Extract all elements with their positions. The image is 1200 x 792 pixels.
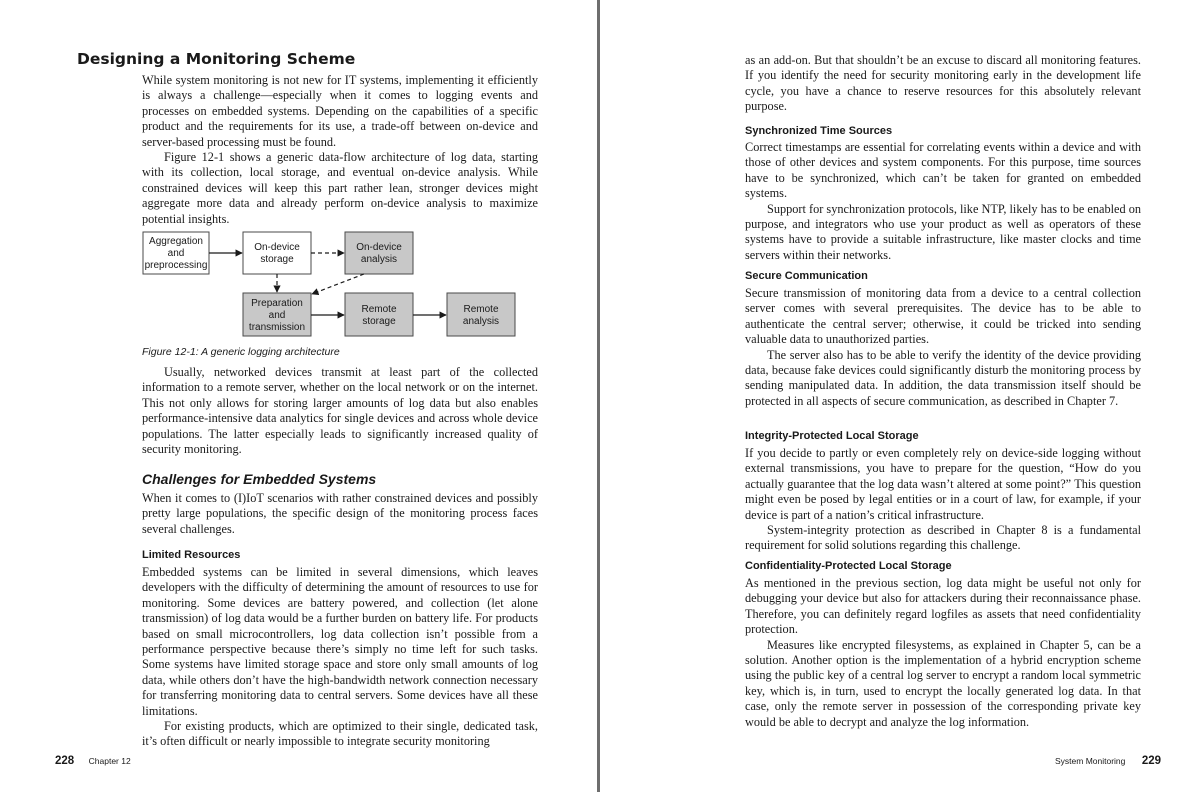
- left-page: [0, 0, 598, 792]
- paragraph: If you decide to partly or even completely rely on device-side logging without external transmissions, you have to prepare for the question, “How do you actually guarantee that the log data wasn’t altered at some point?” This question might even be posed by legal entities or in a court of law, for example, if your device is part of a nation’s critical infrastructure.: [745, 446, 1141, 522]
- paragraph: For existing products, which are optimized to their single, dedicated task, it’s often difficult or nearly impossible to integrate security monitoring: [142, 719, 538, 749]
- box-label: Preparation: [251, 298, 303, 309]
- intro-text: [142, 73, 538, 227]
- continuation-text: [745, 53, 1141, 115]
- limited-resources-text: [142, 565, 538, 750]
- paragraph: System-integrity protection as described in Chapter 8 is a fundamental requirement for solid solutions regarding this challenge.: [745, 523, 1141, 553]
- paragraph: Embedded systems can be limited in several dimensions, which leaves developers with the difficulty of determining the amount of resources to use for monitoring. Some devices are battery powered, and collection (let alone transmission) of log data would be a further burden on battery life. For products based on small microcontrollers, log data collection isn’t possible from a performance perspective because there’s simply no time left for such tasks. Some systems have limited storage space and store only small amounts of log data, while others don’t have the high-bandwidth network connection necessary for transferring monitoring data to central servers. Some devices have all these limitations.: [142, 565, 538, 718]
- challenges-text: [142, 491, 538, 537]
- box-label: preprocessing: [144, 260, 208, 271]
- right-footer: [1055, 751, 1161, 769]
- page-number: 229: [1141, 755, 1162, 767]
- remote-analysis-box: [447, 293, 515, 336]
- preparation-box: [243, 293, 311, 336]
- integrity-text: [745, 446, 1141, 554]
- right-page: [600, 0, 1200, 792]
- subsubsection-heading: Secure Communication: [745, 270, 868, 282]
- box-label: and: [268, 310, 286, 321]
- paragraph: Secure transmission of monitoring data from a device to a central collection server comes with several prerequisites. The device has to be able to authenticate the central server; otherwise, it could be tricked into sending valuable data to unauthorized parties.: [745, 286, 1141, 347]
- remote-storage-box: [345, 293, 413, 336]
- section-heading: Designing a Monitoring Scheme: [77, 50, 356, 68]
- sync-text: [745, 140, 1141, 263]
- running-head: System Monitoring: [1055, 756, 1126, 766]
- paragraph: As mentioned in the previous section, log data might be useful not only for debugging your device but also for attackers during their reconnaissance phase. Therefore, you can definitely regard logfiles as assets that need confidentiality protection.: [745, 576, 1141, 637]
- box-label: and: [167, 248, 185, 259]
- subsection-heading: Challenges for Embedded Systems: [142, 471, 377, 487]
- aggregation-box: [143, 232, 209, 274]
- chapter-label: Chapter 12: [88, 756, 131, 766]
- paragraph: The server also has to be able to verify the identity of the device providing data, because fake devices could significantly disturb the monitoring process by sending manipulated data. In addition, the data transmission itself should be protected in all aspects of secure communication, as described in Chapter 7.: [745, 347, 1141, 408]
- on-device-storage-box: [243, 232, 311, 274]
- paragraph: When it comes to (I)IoT scenarios with rather constrained devices and possibly pretty large populations, the specific design of the monitoring process faces several challenges.: [142, 491, 538, 536]
- box-label: On-device: [254, 242, 300, 253]
- box-label: storage: [260, 254, 294, 265]
- confidentiality-text: [745, 576, 1141, 730]
- paragraph: as an add-on. But that shouldn’t be an excuse to discard all monitoring features. If you identify the need for security monitoring early in the development life cycle, you have a chance to reserve resources for this absolutely relevant purpose.: [745, 53, 1141, 114]
- page-number: 228: [55, 755, 75, 767]
- box-label: Remote: [361, 304, 397, 315]
- paragraph: Support for synchronization protocols, like NTP, likely has to be enabled on purpose, and integrators who use your product as well as operators of these systems have to provide a suitable infrastructure, like master clocks and time servers within their networks.: [745, 201, 1141, 262]
- box-label: analysis: [462, 316, 500, 327]
- left-footer: [55, 751, 131, 769]
- arrow-analysis-to-preparation: [312, 274, 364, 294]
- subsubsection-heading: Integrity-Protected Local Storage: [745, 430, 919, 442]
- on-device-analysis-box: [345, 232, 413, 274]
- paragraph: Measures like encrypted filesystems, as explained in Chapter 5, can be a solution. Another option is the implementation of a hybrid encryption scheme using the public key of a central log server to encrypt a random local symmetric key, which is, in turn, used to encrypt the locally generated log data. In that case, only the remote server in possession of the corresponding private key would be able to decrypt and analyze the log information.: [745, 637, 1141, 729]
- subsubsection-heading: Synchronized Time Sources: [745, 125, 893, 137]
- paragraph: Usually, networked devices transmit at least part of the collected information to a remote server, whether on the local network or on the internet. This not only allows for storing larger amounts of log data but also enables performance-intensive data analytics for single devices and across whole device populations. The latter especially leads to significantly increased quality of security monitoring.: [142, 365, 538, 457]
- box-label: On-device: [356, 242, 402, 253]
- box-label: storage: [362, 316, 396, 327]
- figure-caption: Figure 12-1: A generic logging architecture: [142, 346, 340, 358]
- paragraph: Figure 12-1 shows a generic data-flow architecture of log data, starting with its collection, local storage, and eventual on-device analysis. While constrained devices will keep this part rather lean, stronger devices might aggregate more data and already perform on-device analysis to maximize potential insights.: [142, 150, 538, 226]
- paragraph: Correct timestamps are essential for correlating events within a device and with those of other devices and system components. For this purpose, time sources have to be synchronized, which can’t be taken for granted on embedded systems.: [745, 140, 1141, 201]
- secure-text: [745, 286, 1141, 409]
- subsubsection-heading: Confidentiality-Protected Local Storage: [745, 560, 952, 572]
- box-label: Aggregation: [149, 236, 203, 247]
- box-label: analysis: [360, 254, 398, 265]
- paragraph: While system monitoring is not new for IT systems, implementing it efficiently is always a challenge—especially when it comes to logging events and processes on embedded systems. Depending on the capabilities of a specific product and the requirements for its use, a trade-off between on-device and server-based processing must be found.: [142, 73, 538, 149]
- after-figure-text: [142, 365, 538, 457]
- box-label: Remote: [463, 304, 499, 315]
- subsubsection-heading: Limited Resources: [142, 549, 241, 561]
- box-label: transmission: [248, 322, 306, 333]
- logging-architecture-diagram: [142, 228, 522, 340]
